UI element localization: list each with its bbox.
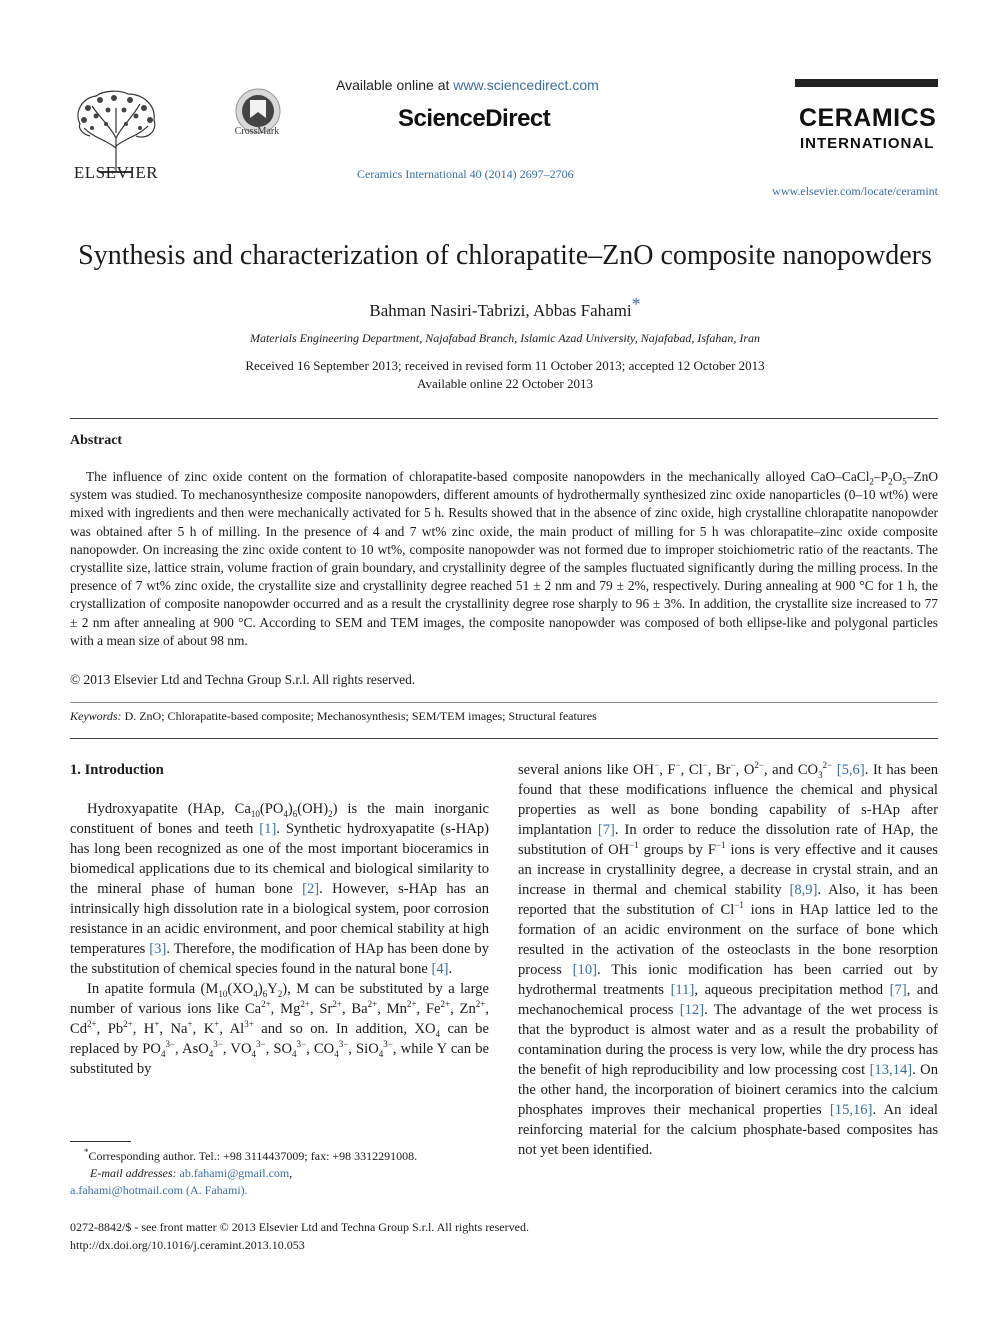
journal-subtitle: INTERNATIONAL	[800, 135, 935, 152]
footnote-corr: *Corresponding author. Tel.: +98 3114437009; fax: +98 3312291008.	[84, 1147, 418, 1163]
sciencedirect-link[interactable]: www.sciencedirect.com	[453, 77, 599, 93]
front-matter	[70, 1218, 670, 1254]
citation-link[interactable]: [13,14]	[869, 1062, 913, 1078]
footnote-contact: Corresponding author. Tel.: +98 3114437009; fax: +98 3312291008.	[88, 1149, 418, 1163]
keywords-text: D. ZnO; Chlorapatite-based composite; Mechanosynthesis; SEM/TEM images; Structural features	[124, 709, 597, 723]
corresponding-author-mark[interactable]: *	[631, 294, 641, 314]
email-link[interactable]: ab.fahami@gmail.com	[179, 1166, 290, 1180]
citation-link[interactable]: [2]	[302, 881, 320, 897]
crossmark-label: CrossMark	[234, 126, 280, 137]
abstract-part-2: system was studied. To mechanosynthesize composite nanopowders, different amounts of hydrothermally synthesized zinc oxide nanoparticles (0–10 wt%) were mixed with ingredients and then were mechanically activated for 5 h. Results showed that in the absence of zinc oxide, high crystalline chlorapatite nanopowder was obtained after 5 h of milling. In the presence of 4 and 7 wt% zinc oxide, the main product of milling for 5 h was chlorapatite–zinc oxide composite nanopowder. On increasing the zinc oxide content to 10 wt%, composite nanopowder was not formed due to improper stoichiometric ratio of the reactants. The crystallite size, lattice strain, volume fraction of grain boundary, and crystallinity degree of the samples fluctuated significantly during the milling process. In the presence of 7 wt% zinc oxide, the crystallite size and crystallinity degree reached 51 ± 2 nm and 79 ± 2%, respectively. During annealing at 900 °C for 1 h, the crystallization of composite nanopowder occurred and as a result the crystallinity degree rose sharply to 96 ± 3%. In addition, the crystallite size increased to 77 ± 2 nm after annealing at 900 °C. According to SEM and TEM images, the composite nanopowder was composed of both ellipse-like and polygonal particles with a mean size of about 98 nm.	[70, 487, 938, 648]
body-paragraph: In apatite formula $(M_{10}(XO_4)_6Y_2)$, M can be substituted by a large number of various ions like $Ca^{2+}$, $Mg^{2+}$, $Sr^{2+}$, $Ba^{2+}$, $Mn^{2+}$, $Fe^{2+}$, $Zn^{2+}$, $Cd^{2+}$, $Pb^{2+}$, H+, Na+, K+, $Al^{3+}$ and so on. In addition, $XO_4$ can be replaced by $PO_4^{3-}$, AsO$_4^{3-}$, $VO_4^{3-}$, $SO_4^{3-}$, $CO_4^{3-}$, SiO$_4^{3-}$, while Y can be substituted by	[70, 981, 490, 1077]
journal-title: CERAMICS	[799, 104, 937, 132]
footnote-emails: E-mail addresses: ab.fahami@gmail.com,	[90, 1166, 293, 1180]
citation-link[interactable]: [4]	[431, 961, 449, 977]
email-link[interactable]: a.fahami@hotmail.com (A. Fahami).	[70, 1183, 248, 1197]
doi-link[interactable]: http://dx.doi.org/10.1016/j.ceramint.2013.10.053	[70, 1238, 305, 1252]
available-prefix: Available online at	[336, 77, 454, 93]
journal-homepage-link[interactable]: www.elsevier.com/locate/ceramint	[772, 184, 938, 198]
citation-link[interactable]: [7]	[597, 822, 615, 838]
body-column-right	[518, 760, 938, 1160]
journal-title-rule	[795, 79, 938, 87]
author-list	[60, 294, 950, 321]
divider	[70, 702, 938, 703]
citation-link[interactable]: [1]	[259, 821, 277, 837]
available-online	[336, 77, 599, 93]
article-title: Synthesis and characterization of chlorapatite–ZnO composite nanopowders	[78, 240, 932, 271]
keywords	[70, 709, 938, 724]
journal-reference[interactable]: Ceramics International 40 (2014) 2697–2706	[357, 167, 574, 181]
abstract-text: The influence of zinc oxide content on the formation of chlorapatite-based composite nanopowders in the mechanically alloyed CaO–$CaCl_2-P_2O_5$–ZnO system was studied. To mechanosynthesize composite nanopowders, different amounts of hydrothermally synthesized zinc oxide nanoparticles (0–10 wt%) were mixed with ingredients and then were mechanically activated for 5 h. Results showed that in the absence of zinc oxide, high crystalline chlorapatite nanopowder was obtained after 5 h of milling. In the presence of 4 and 7 wt% zinc oxide, the main product of milling for 5 h was chlorapatite–zinc oxide composite nanopowder. On increasing the zinc oxide content to 10 wt%, composite nanopowder was not formed due to improper stoichiometric ratio of the reactants. The crystallite size, lattice strain, volume fraction of grain boundary, and crystallinity degree of the samples fluctuated significantly during the milling process. In the presence of 7 wt% zinc oxide, the crystallite size and crystallinity degree reached 51 ± 2 nm and 79 ± 2%, respectively. During annealing at 900 °C for 1 h, the crystallization of composite nanopowder occurred and as a result the crystallinity degree rose sharply to 96 ± 3%. In addition, the crystallite size increased to 77 ± 2 nm after annealing at 900 °C. According to SEM and TEM images, the composite nanopowder was composed of both ellipse-like and polygonal particles with a mean size of about 98 nm.	[70, 469, 938, 648]
affiliation: Materials Engineering Department, Najafabad Branch, Islamic Azad University, Najafabad, Isfahan, Iran	[249, 331, 761, 345]
section-heading: 1. Introduction	[70, 762, 164, 778]
email-label: E-mail addresses:	[90, 1166, 177, 1180]
sciencedirect-logo: ScienceDirect	[398, 105, 551, 132]
body-paragraph: Hydroxyapatite (HAp, $Ca_{10}(PO_4)_6(OH)_2$) is the main inorganic constituent of bones and teeth [1]. Synthetic hydroxyapatite (s-HAp) has long been recognized as one of the most important bioceramics in biomedical applications due to its chemical and biological similarity to the mineral phase of human bone [2]. However, s-HAp has an intrinsically high dissolution rate in a biological system, poor corrosion resistance in an acidic environment, and poor chemical stability at high temperatures [3]. Therefore, the modification of HAp has been done by the substitution of chemical species found in the natural bone [4].	[70, 801, 490, 977]
authors: Bahman Nasiri-Tabrizi, Abbas Fahami	[369, 301, 632, 320]
footnote-rule	[70, 1141, 131, 1142]
keywords-label: Keywords:	[70, 709, 122, 723]
body-paragraph: several anions like OH−, F−, Cl−, Br−, $O^{2-}$, and $CO_3^{2-}$ [5,6]. It has been found that these modifications influence the chemical and physical properties as well as bone bonding capability of s-HAp after implantation [7]. In order to reduce the dissolution rate of HAp, the substitution of $OH^{-1}$ groups by $F^{-1}$ ions is very effective and it causes an increase in crystallinity degree, a decrease in crystal strain, and an increase in thermal and chemical stability [8,9]. Also, it has been reported that the substitution of $Cl^{-1}$ ions in HAp lattice led to the formation of an acidic environment on the surface of bone which resulted in the activation of the osteoclasts in the bone resorption process [10]. This ionic modification has been carried out by hydrothermal treatments [11], aqueous precipitation method [7], and mechanochemical process [12]. The advantage of the wet process is that the byproduct is almost water and as a result the probability of contamination during the process is very low, while the dry process has the benefit of high reproducibility and low processing cost [13,14]. On the other hand, the incorporation of bioinert ceramics into the calcium phosphates improves their mechanical properties [15,16]. An ideal reinforcing material for the calcium phosphate-based composites has not yet been identified.	[518, 760, 939, 1158]
body-column-left	[70, 760, 489, 1079]
divider	[70, 418, 938, 419]
citation-link[interactable]: [8,9]	[789, 882, 818, 898]
citation-link[interactable]: [12]	[679, 1002, 705, 1018]
abstract-heading: Abstract	[70, 433, 123, 448]
citation-link[interactable]: [15,16]	[829, 1102, 873, 1118]
citation-link[interactable]: [7]	[889, 982, 907, 998]
citation-link[interactable]: [11]	[670, 982, 695, 998]
citation-link[interactable]: [10]	[572, 962, 597, 978]
article-dates	[60, 357, 950, 393]
publisher-name: ELSEVIER	[73, 163, 159, 182]
online-date: Available online 22 October 2013	[417, 376, 593, 391]
citation-link[interactable]: [3]	[149, 941, 167, 957]
issn-line: 0272-8842/$ - see front matter © 2013 Elsevier Ltd and Techna Group S.r.l. All rights reserved.	[70, 1220, 529, 1234]
abstract-part-1: The influence of zinc oxide content on the formation of chlorapatite-based composite nanopowders in the mechanically alloyed CaO–CaCl	[86, 469, 870, 484]
abstract-copyright: © 2013 Elsevier Ltd and Techna Group S.r.l. All rights reserved.	[70, 672, 416, 687]
footnote-email-2	[70, 1182, 500, 1199]
corresponding-author-footnote	[70, 1148, 500, 1199]
divider	[70, 738, 938, 739]
citation-link[interactable]: [5,6]	[836, 762, 865, 778]
received-dates: Received 16 September 2013; received in revised form 11 October 2013; accepted 12 October 2013	[245, 358, 765, 373]
